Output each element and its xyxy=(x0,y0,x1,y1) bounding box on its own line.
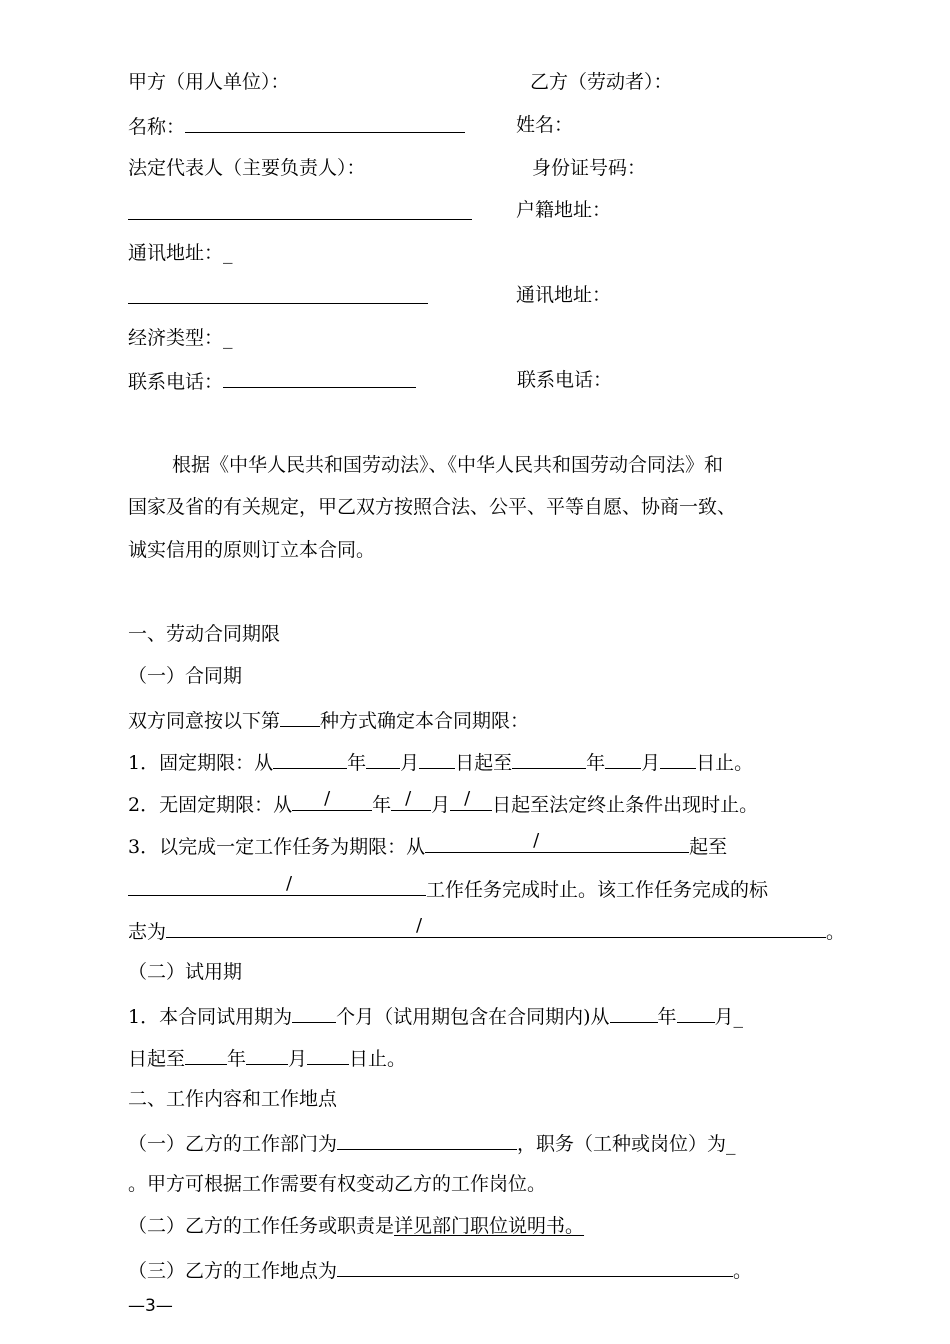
slash-mark: / xyxy=(324,788,331,809)
task-mark-row xyxy=(128,915,846,944)
preamble-line-1: 根据《中华人民共和国劳动法》、《中华人民共和国劳动合同法》和 xyxy=(172,454,724,476)
open-day-field[interactable] xyxy=(450,788,492,811)
probation-label: 1．本合同试用期为 xyxy=(128,1006,293,1028)
position-label: ，职务（工种或岗位）为_ xyxy=(517,1133,736,1155)
probation-from-year-field[interactable] xyxy=(610,1003,658,1023)
place-label: （三）乙方的工作地点为 xyxy=(128,1260,338,1282)
party-a-phone-label: 联系电话： xyxy=(128,371,224,393)
month-label: 月 xyxy=(288,1048,308,1070)
party-b-name-label: 姓名： xyxy=(516,114,574,136)
probation-text: 个月（试用期包含在合同期内)从 xyxy=(336,1006,610,1028)
fixed-term-label: 1．固定期限：从 xyxy=(128,752,274,774)
duty-value: 详见部门职位说明书。 xyxy=(394,1215,585,1237)
task-term-row xyxy=(128,830,728,859)
slash-mark: / xyxy=(286,873,293,894)
party-a-name-label: 名称： xyxy=(128,116,186,138)
page-number: —3— xyxy=(128,1296,173,1316)
open-term-label: 2．无固定期限：从 xyxy=(128,794,293,816)
period-mark: 。 xyxy=(733,1260,753,1282)
preamble-line-2: 国家及省的有关规定，甲乙双方按照合法、公平、平等自愿、协商一致、 xyxy=(128,496,737,518)
party-a-phone-field[interactable] xyxy=(223,368,416,388)
year-label: 年 xyxy=(586,752,606,774)
party-b-addr-label: 通讯地址： xyxy=(516,284,612,306)
task-from-field[interactable] xyxy=(425,830,689,853)
task-term-label: 3．以完成一定工作任务为期限：从 xyxy=(128,836,426,858)
month-label: 月_ xyxy=(714,1006,744,1028)
day-from-label: 日起至 xyxy=(455,752,513,774)
task-mark-label: 志为 xyxy=(128,921,167,943)
fixed-to-day-field[interactable] xyxy=(660,749,696,769)
fixed-from-day-field[interactable] xyxy=(419,749,455,769)
party-b-huji-label: 户籍地址： xyxy=(516,199,612,221)
preamble-line-3: 诚实信用的原则订立本合同。 xyxy=(128,539,376,561)
term-method-row xyxy=(128,707,529,733)
place-row xyxy=(128,1257,752,1283)
probation-from-month-field[interactable] xyxy=(677,1003,715,1023)
duty-label: （二）乙方的工作任务或职责是 xyxy=(128,1215,395,1237)
year-label: 年 xyxy=(657,1006,677,1028)
probation-row-1 xyxy=(128,1003,743,1029)
month-label: 月 xyxy=(431,794,451,816)
open-year-field[interactable] xyxy=(292,788,372,811)
slash-mark: / xyxy=(405,788,412,809)
probation-to-day-field[interactable] xyxy=(307,1045,349,1065)
open-term-row xyxy=(128,788,759,817)
dept-note: 。甲方可根据工作需要有权变动乙方的工作岗位。 xyxy=(128,1173,547,1195)
party-a-addr-field[interactable] xyxy=(128,303,428,304)
fixed-to-year-field[interactable] xyxy=(512,749,586,769)
party-b-heading: 乙方（劳动者）： xyxy=(530,71,673,93)
dept-label: （一）乙方的工作部门为 xyxy=(128,1133,338,1155)
period-mark: 。 xyxy=(826,921,846,943)
term-method-field[interactable] xyxy=(280,707,320,727)
fixed-term-row xyxy=(128,749,753,775)
section-2-title: 二、工作内容和工作地点 xyxy=(128,1088,338,1110)
probation-row-2 xyxy=(128,1045,406,1071)
section-1-sub-2: （二）试用期 xyxy=(128,961,243,983)
party-a-addr-label: 通讯地址：_ xyxy=(128,242,233,264)
place-field[interactable] xyxy=(337,1257,733,1277)
slash-mark: / xyxy=(464,788,471,809)
task-mark-field[interactable] xyxy=(166,915,826,938)
section-1-title: 一、劳动合同期限 xyxy=(128,623,281,645)
duty-row xyxy=(128,1214,584,1238)
party-b-id-label: 身份证号码： xyxy=(532,157,647,179)
slash-mark: / xyxy=(416,915,423,936)
party-a-econ-label: 经济类型：_ xyxy=(128,327,233,349)
dept-field[interactable] xyxy=(337,1130,517,1150)
party-a-heading: 甲方（用人单位）： xyxy=(128,71,290,93)
fixed-from-month-field[interactable] xyxy=(366,749,400,769)
open-month-field[interactable] xyxy=(391,788,431,811)
fixed-to-month-field[interactable] xyxy=(605,749,641,769)
year-label: 年 xyxy=(372,794,392,816)
year-label: 年 xyxy=(227,1048,247,1070)
section-1-sub-1: （一）合同期 xyxy=(128,665,243,687)
probation-end-label: 日止。 xyxy=(349,1048,407,1070)
slash-mark: / xyxy=(533,830,540,851)
open-term-tail: 日起至法定终止条件出现时止。 xyxy=(492,794,759,816)
task-end-row xyxy=(128,873,769,902)
party-a-name-row xyxy=(128,113,465,139)
probation-to-label: 日起至 xyxy=(128,1048,186,1070)
task-to-field[interactable] xyxy=(128,873,426,896)
probation-to-year-field[interactable] xyxy=(185,1045,227,1065)
month-label: 月 xyxy=(641,752,661,774)
party-a-name-field[interactable] xyxy=(185,113,465,133)
term-method-text-b: 种方式确定本合同期限： xyxy=(320,710,530,732)
term-method-text-a: 双方同意按以下第 xyxy=(128,710,281,732)
month-label: 月 xyxy=(400,752,420,774)
fixed-from-year-field[interactable] xyxy=(273,749,347,769)
party-a-phone-row xyxy=(128,368,416,394)
day-to-label: 日止。 xyxy=(696,752,754,774)
party-a-rep-label: 法定代表人（主要负责人）： xyxy=(128,157,366,179)
dept-row xyxy=(128,1130,736,1156)
party-a-rep-field[interactable] xyxy=(128,219,472,220)
year-label: 年 xyxy=(347,752,367,774)
party-b-phone-label: 联系电话： xyxy=(517,369,613,391)
task-to-label: 起至 xyxy=(689,836,728,858)
task-complete-text: 工作任务完成时止。该工作任务完成的标 xyxy=(426,879,769,901)
probation-months-field[interactable] xyxy=(292,1003,336,1023)
probation-to-month-field[interactable] xyxy=(246,1045,288,1065)
